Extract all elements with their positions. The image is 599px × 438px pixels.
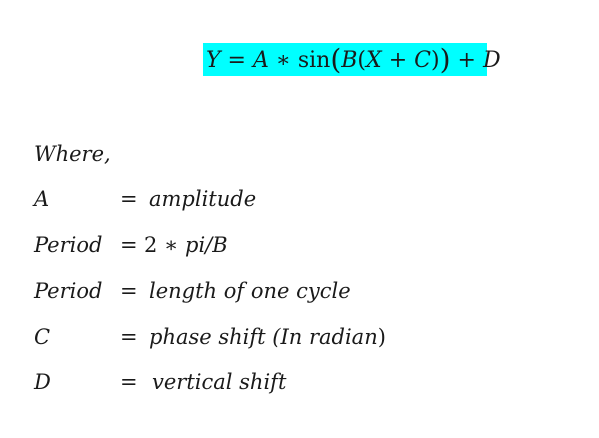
definition-value: length of one cycle xyxy=(149,279,351,303)
formula-d: D xyxy=(482,48,501,73)
formula-multiply: ∗ xyxy=(275,48,291,73)
definition-value-number: 2 ∗ xyxy=(144,233,179,257)
definition-value xyxy=(149,325,386,349)
highlighted-formula xyxy=(203,43,501,76)
definition-term: C xyxy=(34,325,51,349)
formula-plus: + xyxy=(388,48,408,73)
definition-equals: = xyxy=(120,325,138,349)
definition-term: A xyxy=(34,187,50,211)
definition-value-note: In radian xyxy=(280,325,378,349)
formula-a: A xyxy=(252,48,269,73)
definition-value-text: pi/B xyxy=(185,233,228,257)
definition-row xyxy=(34,233,228,257)
formula-close-paren-outer: ) xyxy=(439,43,451,76)
formula-equals: = xyxy=(227,48,246,73)
formula-open-paren-outer: ( xyxy=(330,43,342,76)
definition-term: Period xyxy=(34,279,103,303)
formula-plus-2: + xyxy=(457,48,476,73)
formula-open-paren-inner: ( xyxy=(357,48,367,73)
definition-value-close: ) xyxy=(377,325,386,349)
definition-value xyxy=(144,233,228,257)
definition-equals: = xyxy=(120,279,138,303)
formula-sin: sin xyxy=(297,48,331,73)
definition-row xyxy=(34,279,351,303)
formula-x: X xyxy=(366,48,382,73)
definition-value: vertical shift xyxy=(152,370,287,394)
definition-row xyxy=(34,370,287,394)
definition-term: D xyxy=(34,370,51,394)
where-label: Where, xyxy=(34,142,111,166)
definition-equals: = xyxy=(120,370,138,394)
definition-value-text: phase shift ( xyxy=(149,325,281,349)
definition-equals: = xyxy=(120,187,138,211)
formula-b: B xyxy=(341,48,358,73)
definition-value: amplitude xyxy=(149,187,257,211)
definition-equals: = xyxy=(120,233,138,257)
formula-c: C xyxy=(414,48,431,73)
definition-row xyxy=(34,325,386,349)
formula-close-paren-inner: ) xyxy=(430,48,440,73)
formula-y: Y xyxy=(206,48,221,73)
definition-row xyxy=(34,187,257,211)
definition-term: Period xyxy=(34,233,103,257)
